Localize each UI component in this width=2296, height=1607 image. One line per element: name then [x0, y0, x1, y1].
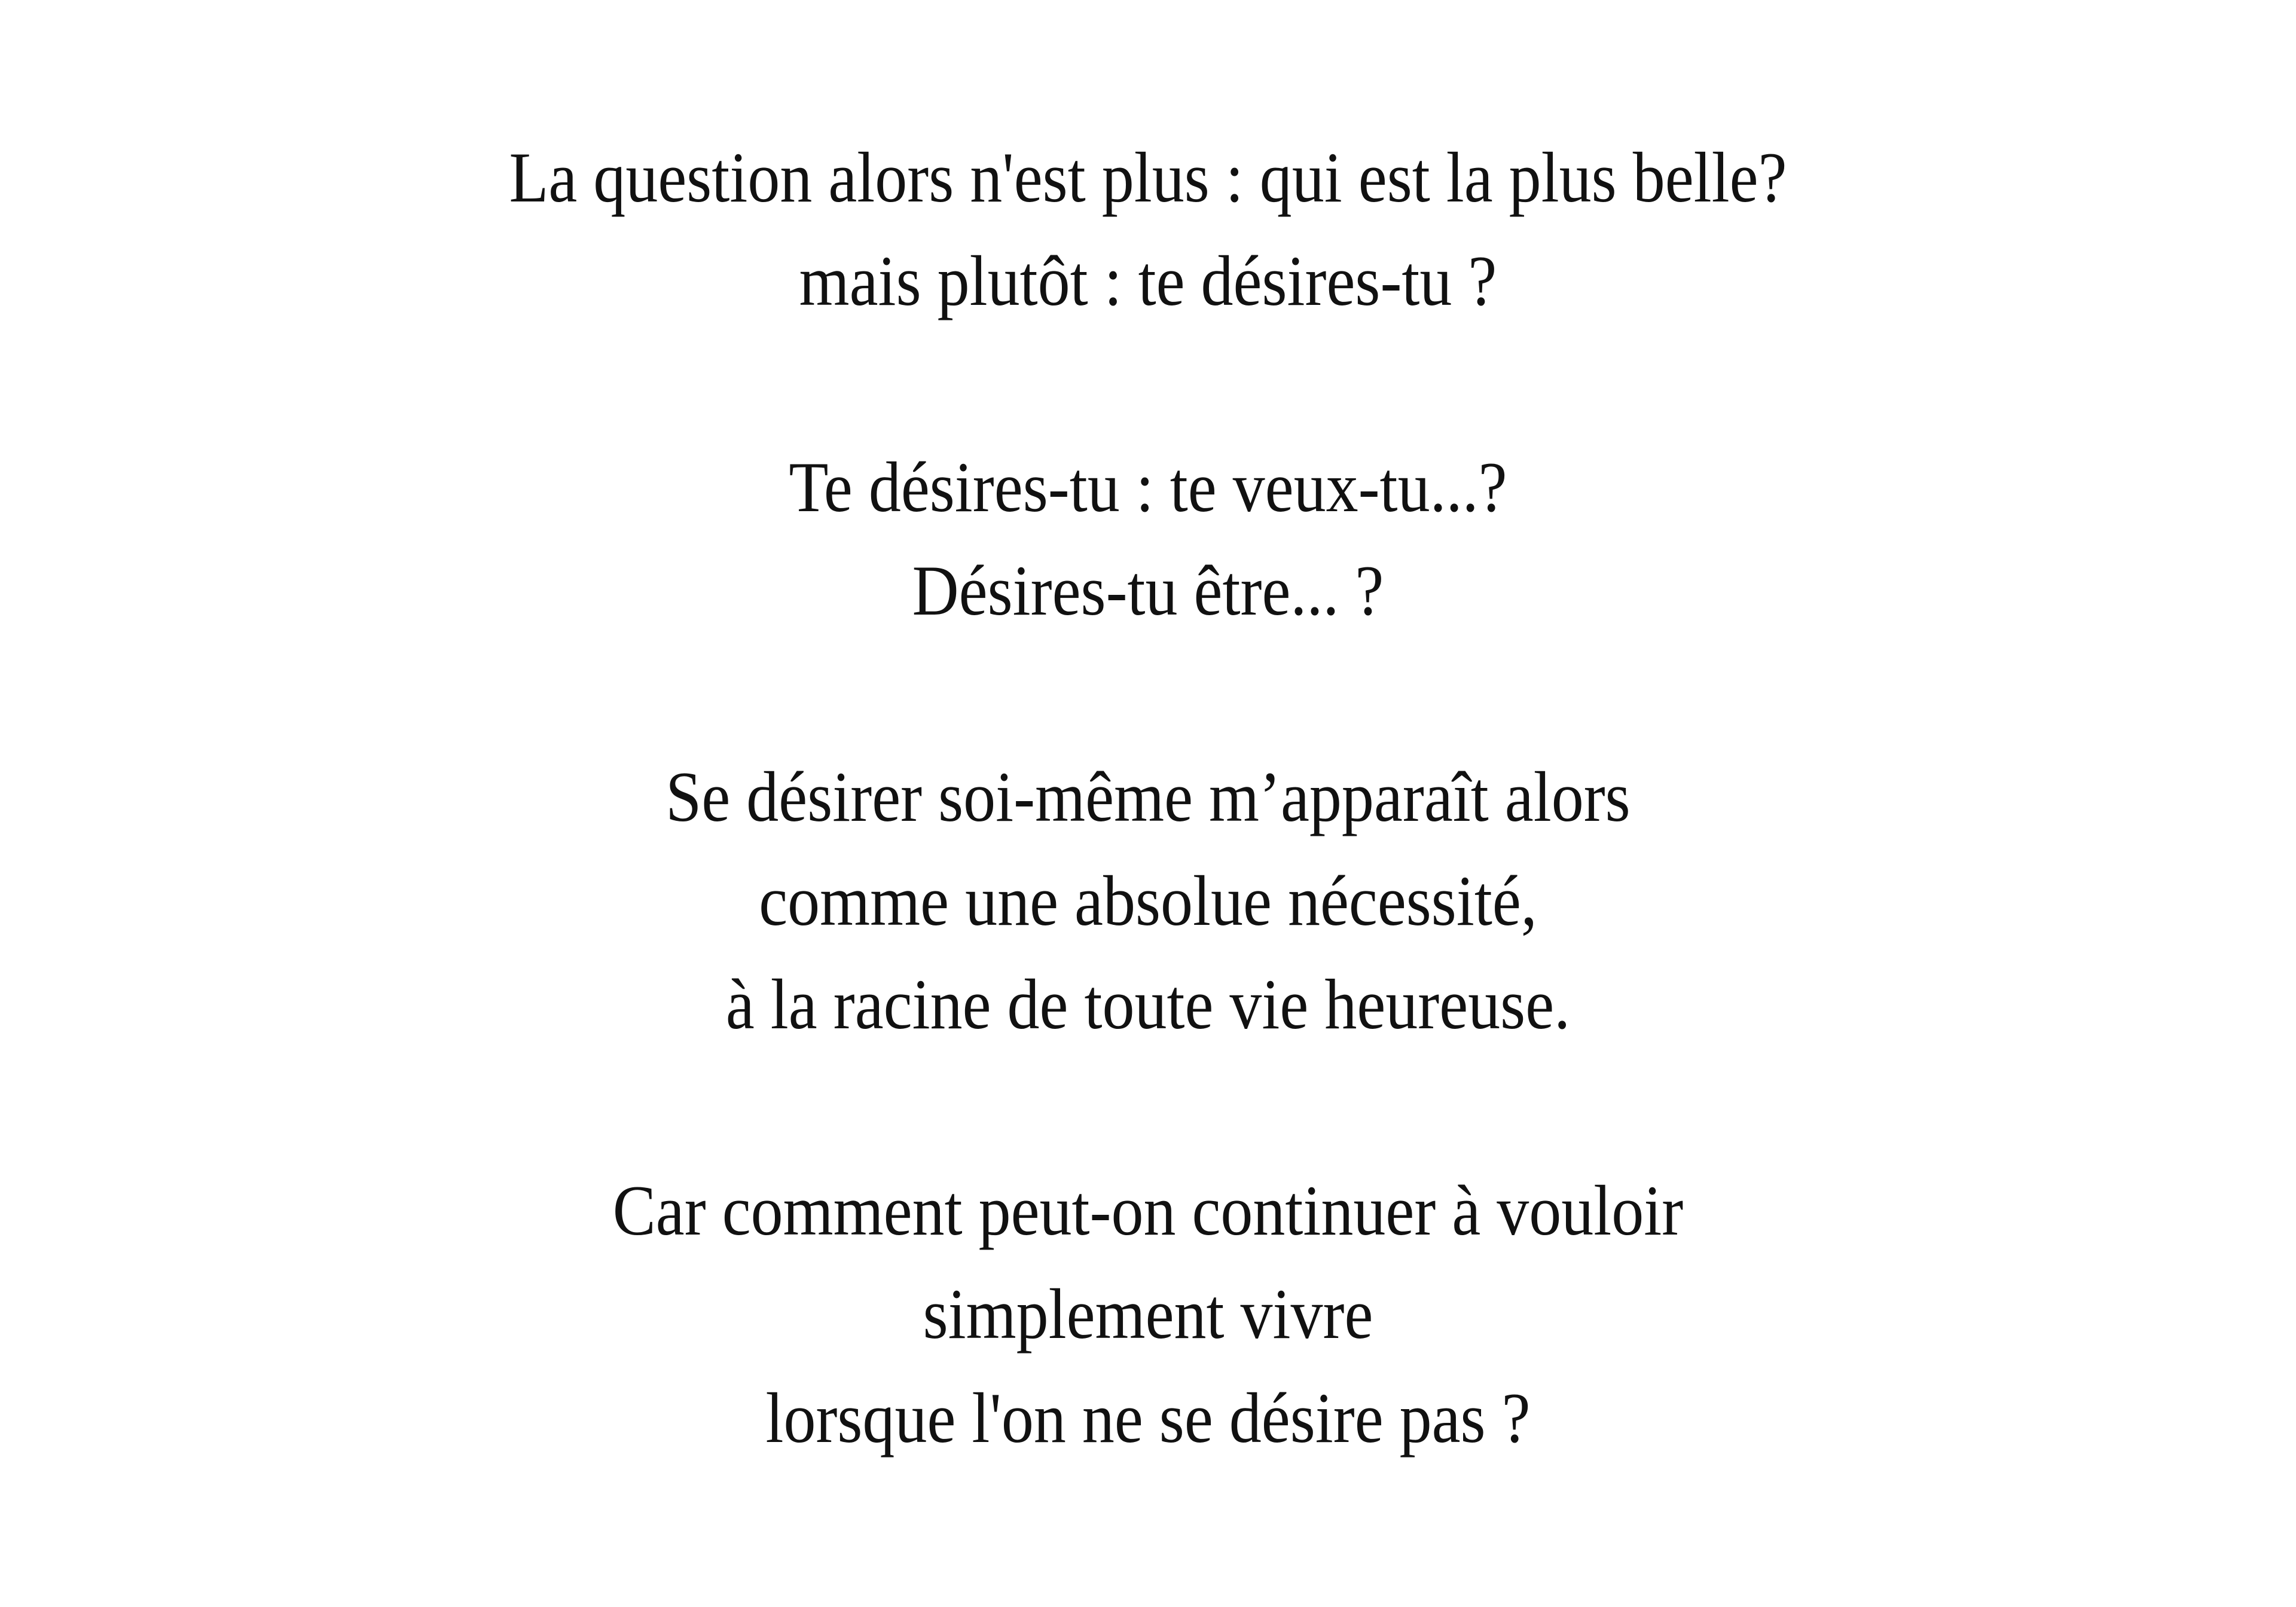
poem-line: à la racine de toute vie heureuse. [725, 964, 1571, 1044]
poem-line: Te désires-tu : te veux-tu...? [789, 447, 1507, 527]
poem-line: lorsque l'on ne se désire pas ? [765, 1378, 1531, 1458]
poem-line: Se désirer soi-même m’apparaît alors [665, 757, 1631, 836]
poem-line: mais plutôt : te désires-tu ? [799, 241, 1497, 320]
poem-line: Désires-tu être... ? [912, 551, 1384, 630]
poem-line: comme une absolue nécessité, [759, 861, 1537, 940]
poem-line: La question alors n'est plus : qui est la plus belle? [509, 138, 1787, 217]
poem-line: simplement vivre [923, 1274, 1373, 1354]
poem-line: Car comment peut-on continuer à vouloir [612, 1171, 1684, 1250]
